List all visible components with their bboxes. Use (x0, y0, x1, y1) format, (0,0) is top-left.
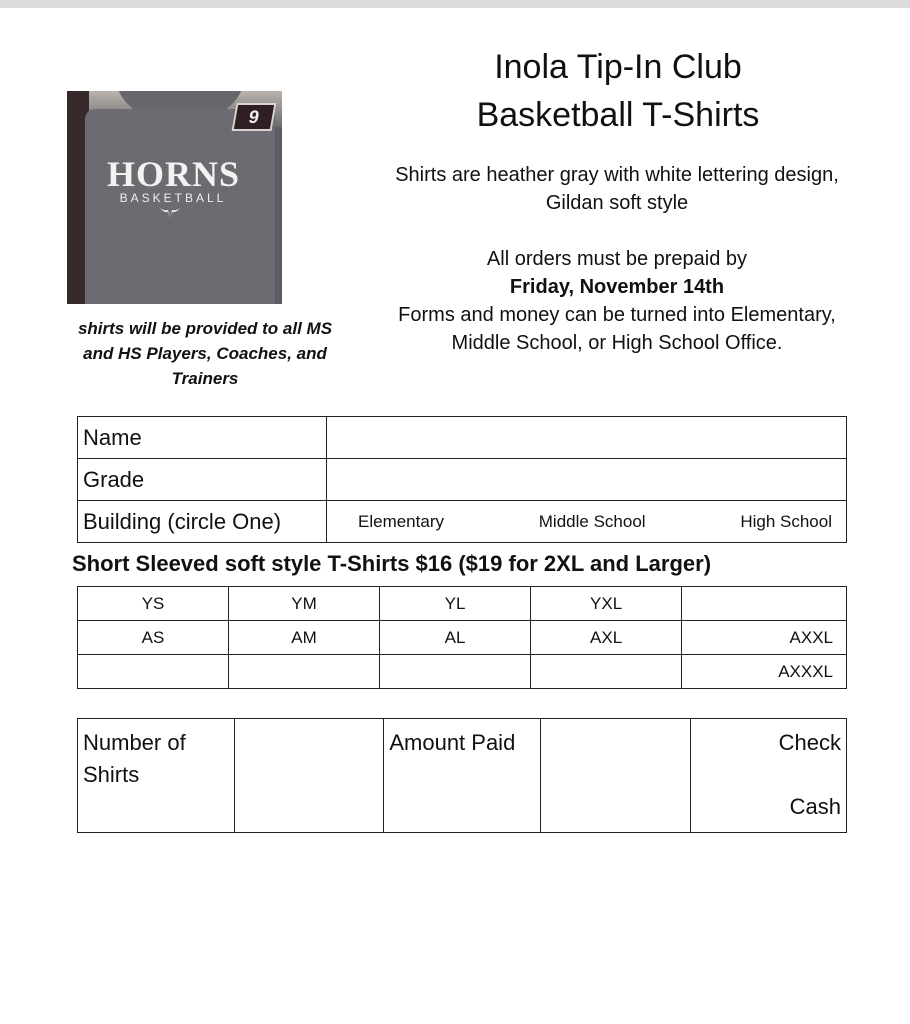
size-cell-al[interactable]: AL (380, 621, 531, 655)
cash-option[interactable]: Cash (789, 794, 841, 819)
shirt-description (372, 161, 862, 217)
info-form-table (77, 416, 847, 543)
size-cell-am[interactable]: AM (229, 621, 380, 655)
size-cell-axxl[interactable]: AXXL (682, 621, 847, 655)
number-of-shirts-label (78, 719, 235, 833)
size-cell-ym[interactable]: YM (229, 587, 380, 621)
payment-table (77, 718, 847, 833)
size-cell-ys[interactable]: YS (78, 587, 229, 621)
sizes-heading: Short Sleeved soft style T-Shirts $16 ($19 for 2XL and Larger) (72, 551, 712, 576)
size-cell-axl[interactable]: AXL (531, 621, 682, 655)
building-option-high-school[interactable]: High School (740, 511, 832, 531)
sizes-row-adult (78, 621, 847, 655)
prepaid-text: All orders must be prepaid by (486, 248, 748, 270)
amount-paid-field[interactable] (541, 719, 691, 833)
payment-method-cell (690, 719, 846, 833)
description-line-2: Gildan soft style (545, 192, 689, 214)
size-cell-axxxl[interactable]: AXXXL (682, 655, 847, 689)
building-options (327, 501, 847, 543)
caption-line-2: and HS Players, Coaches, and (83, 344, 327, 363)
number-patch: 9 (232, 103, 277, 131)
number-label-line-1: Number of (83, 730, 186, 755)
amount-paid-label: Amount Paid (384, 719, 541, 833)
size-cell-as[interactable]: AS (78, 621, 229, 655)
sizes-row-youth (78, 587, 847, 621)
check-option[interactable]: Check (778, 730, 841, 755)
grade-label: Grade (78, 459, 327, 501)
forms-line-2: Middle School, or High School Office. (451, 332, 783, 354)
top-bar (0, 0, 910, 8)
name-label: Name (78, 417, 327, 459)
name-field[interactable] (327, 417, 847, 459)
deadline-text: Friday, November 14th (509, 276, 725, 298)
caption-line-1: shirts will be provided to all MS (77, 319, 333, 338)
number-of-shirts-field[interactable] (234, 719, 384, 833)
building-option-middle-school[interactable]: Middle School (538, 511, 646, 531)
size-cell-empty[interactable] (682, 587, 847, 621)
description-line-1: Shirts are heather gray with white lettering design, (395, 164, 839, 186)
payment-row (78, 719, 847, 833)
building-label: Building (circle One) (78, 501, 327, 543)
grade-field[interactable] (327, 459, 847, 501)
size-cell-blank-4[interactable] (531, 655, 682, 689)
horns-lettering: HORNS (107, 154, 241, 194)
forms-line-1: Forms and money can be turned into Elementary, (398, 304, 836, 326)
order-instructions (372, 245, 862, 357)
page-title: Inola Tip-In Club (494, 48, 742, 86)
size-cell-blank-1[interactable] (78, 655, 229, 689)
building-option-elementary[interactable]: Elementary (358, 511, 444, 531)
building-row (78, 501, 847, 543)
sizes-table (77, 586, 847, 689)
name-row (78, 417, 847, 459)
size-cell-blank-3[interactable] (380, 655, 531, 689)
shirt-photo (67, 91, 282, 304)
grade-row (78, 459, 847, 501)
sizes-row-extra (78, 655, 847, 689)
photo-caption (70, 316, 340, 391)
size-cell-blank-2[interactable] (229, 655, 380, 689)
caption-line-3: Trainers (171, 369, 239, 388)
size-cell-yxl[interactable]: YXL (531, 587, 682, 621)
basketball-lettering: BASKETBALL (119, 191, 227, 205)
longhorn-icon (159, 205, 181, 219)
page-subtitle: Basketball T-Shirts (476, 96, 760, 134)
size-cell-yl[interactable]: YL (380, 587, 531, 621)
number-label-line-2: Shirts (83, 762, 140, 787)
